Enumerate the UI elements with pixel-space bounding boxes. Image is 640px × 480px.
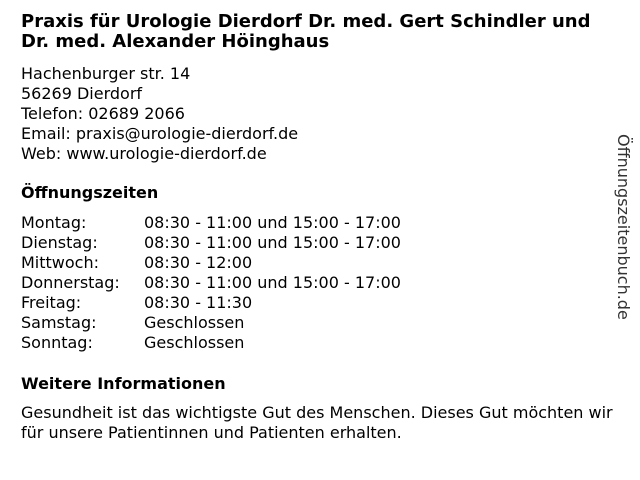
time-value: Geschlossen xyxy=(144,313,245,332)
hours-row-tuesday xyxy=(21,233,401,253)
address-block xyxy=(21,64,298,164)
street-address: Hachenburger str. 14 xyxy=(21,64,191,83)
hours-row-wednesday xyxy=(21,253,401,273)
hours-row-sunday xyxy=(21,333,401,353)
site-watermark: Öffnungszeitenbuch.de xyxy=(614,134,633,320)
day-label: Freitag: xyxy=(21,293,82,312)
website-address: Web: www.urologie-dierdorf.de xyxy=(21,144,267,163)
email-address: Email: praxis@urologie-dierdorf.de xyxy=(21,124,299,143)
day-label: Montag: xyxy=(21,213,87,232)
day-label: Dienstag: xyxy=(21,233,98,252)
day-label: Sonntag: xyxy=(21,333,93,352)
hours-row-monday xyxy=(21,213,401,233)
day-label: Samstag: xyxy=(21,313,97,332)
opening-hours-list xyxy=(21,213,401,353)
day-label: Mittwoch: xyxy=(21,253,99,272)
time-value: 08:30 - 11:00 und 15:00 - 17:00 xyxy=(144,213,401,232)
postal-city: 56269 Dierdorf xyxy=(21,84,143,103)
further-info-text: Gesundheit ist das wichtigste Gut des Menschen. Dieses Gut möchten wir für unsere Patientinnen und Patienten erhalten. xyxy=(21,403,613,442)
hours-row-friday xyxy=(21,293,401,313)
hours-row-thursday xyxy=(21,273,401,293)
hours-row-saturday xyxy=(21,313,401,333)
time-value: 08:30 - 11:00 und 15:00 - 17:00 xyxy=(144,273,401,292)
time-value: 08:30 - 12:00 xyxy=(144,253,253,272)
opening-hours-heading: Öffnungszeiten xyxy=(21,183,159,202)
further-info-heading: Weitere Informationen xyxy=(21,374,226,393)
time-value: 08:30 - 11:30 xyxy=(144,293,253,312)
time-value: Geschlossen xyxy=(144,333,245,352)
day-label: Donnerstag: xyxy=(21,273,120,292)
phone-number: Telefon: 02689 2066 xyxy=(21,104,185,123)
time-value: 08:30 - 11:00 und 15:00 - 17:00 xyxy=(144,233,401,252)
practice-title: Praxis für Urologie Dierdorf Dr. med. Gert Schindler und Dr. med. Alexander Höinghaus xyxy=(21,11,591,52)
